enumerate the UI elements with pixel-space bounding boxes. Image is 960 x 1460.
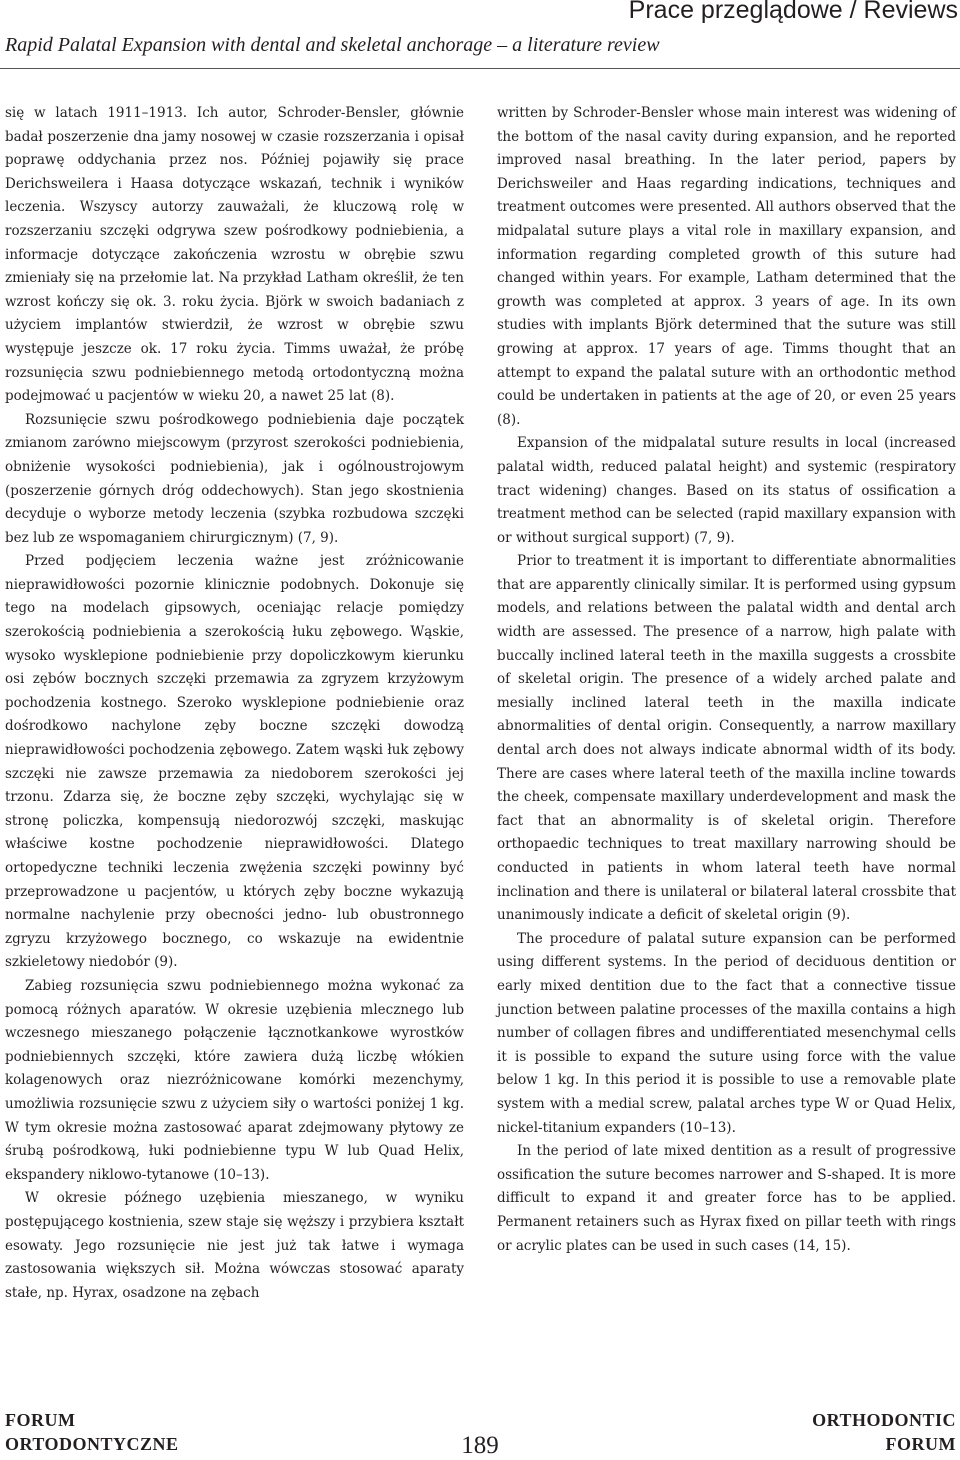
paragraph: Zabieg rozsunięcia szwu podniebiennego można wykonać za pomocą różnych aparatów. W okresie uzębienia mlecznego lub wczesnego mieszanego połączenie łącznotkankowe wyrostków podniebiennych szczęki, które zawiera dużą liczbę włókien kolagenowych oraz niezróżnicowane komórki mezenchymy, umożliwia rozsunięcie szwu z użyciem siły o wartości poniżej 1 kg. W tym okresie można zastosować aparat zdejmowany płytowy ze śrubą pośrodkową, łuki podniebienne typu W lub Quad Helix, ekspandery niklowo-tytanowe (10–13). — [5, 977, 464, 1183]
paragraph: Prior to treatment it is important to differentiate abnormalities that are apparently clinically similar. It is performed using gypsum models, and relations between the palatal width and dental arch width are assessed. The presence of a narrow, high palate with buccally inclined lateral teeth in the maxilla suggests a crossbite of skeletal origin. The presence of a widely arched palate and mesially inclined lateral teeth in the maxilla indicate abnormalities of dental origin. Consequently, a narrow maxillary dental arch does not always indicate abnormal width of its body. There are cases where lateral teeth of the maxilla incline towards the cheek, compensate maxillary underdevelopment and mask the fact that an abnormality is of skeletal origin. Therefore orthopaedic techniques to treat maxillary narrowing should be conducted in patients in whom lateral teeth have normal inclination and there is unilateral or bilateral lateral crossbite that unanimously indicate a deficit of skeletal origin (9). — [497, 553, 956, 924]
paragraph: In the period of late mixed dentition as a result of progressive ossification the suture becomes narrower and S-shaped. It is more difficult to expand it and greater force has to be applied. Permanent retainers such as Hyrax fixed on pillar teeth with rings or acrylic plates can be used in such cases (14, 15). — [497, 1143, 956, 1254]
paragraph: W okresie późnego uzębienia mieszanego, w wyniku postępującego kostnienia, szew staje się węższy i przybiera kształt esowaty. Jego rozsunięcie nie jest już tak łatwe i wymaga zastosowania większych sił. Można wówczas stosować aparaty stałe, np. Hyrax, osadzone na zębach — [5, 1190, 464, 1301]
paragraph: Rozsunięcie szwu pośrodkowego podniebienia daje początek zmianom zarówno miejscowym (przyrost szerokości podniebienia, obniżenie wysokości podniebienia), jak i ogólnoustrojowym (poszerzenie górnych dróg oddechowych). Stan jego skostnienia decyduje o wyborze metody leczenia (szybka rozbudowa szczęki bez lub ze wspomaganiem chirurgicznym) (7, 9). — [5, 411, 464, 546]
journal-name-english — [812, 1408, 956, 1456]
paragraph: written by Schroder-Bensler whose main interest was widening of the bottom of the nasal cavity during expansion, and he reported improved nasal breathing. In the later period, papers by Derichsweiler and Haas regarding indications, techniques and treatment outcomes were presented. All authors observed that the midpalatal suture plays a vital role in maxillary expansion, and information regarding completed growth of this suture had changed within years. For example, Latham determined that the growth was completed at approx. 3 years of age. In its own studies with implants Björk determined that the suture was still growing at approx. 17 years of age. Timms thought that an attempt to expand the palatal suture with an orthodontic method could be undertaken in patients at the age of 20, or even 25 years (8). — [497, 105, 956, 428]
english-text-column — [497, 102, 956, 1258]
header-divider — [0, 68, 960, 69]
section-label: Prace przeglądowe / Reviews — [628, 0, 958, 24]
page-number: 189 — [461, 1432, 499, 1459]
paragraph: Expansion of the midpalatal suture results in local (increased palatal width, reduced palatal height) and systemic (respiratory tract widening) changes. Based on its status of ossification a treatment method can be selected (rapid maxillary expansion with or without surgical support) (7, 9). — [497, 435, 956, 546]
footer-line: ORTHODONTIC — [812, 1410, 956, 1430]
polish-text-column — [5, 102, 464, 1305]
running-title: Rapid Palatal Expansion with dental and skeletal anchorage – a literature review — [5, 34, 660, 56]
paragraph: The procedure of palatal suture expansion can be performed using different systems. In the period of deciduous dentition or early mixed dentition due to the fact that a connective tissue junction between palatine processes of the maxilla contains a high number of collagen fibres and undifferentiated mesenchymal cells it is possible to expand the suture using force with the value below 1 kg. In this period it is possible to use a removable plate system with a medial screw, palatal arches type W or Quad Helix, nickel-titanium expanders (10–13). — [497, 930, 956, 1136]
paragraph: Przed podjęciem leczenia ważne jest zróżnicowanie nieprawidłowości pozornie klinicznie podobnych. Dokonuje się tego na modelach gipsowych, oceniając relacje pomiędzy szerokością podniebienia a szerokością łuku zębowego. Wąskie, wysoko wysklepione podniebienie przy dopoliczkowym kierunku osi zębów bocznych szczęki przemawia za zgryzem krzyżowym pochodzenia kostnego. Szeroko wysklepione podniebienie oraz dośrodkowo nachylone zęby boczne szczęki dowodzą nieprawidłowości pochodzenia zębowego. Zatem wąski łuk zębowy szczęki nie zawsze przemawia za niedoborem szerokości jej trzonu. Zdarza się, że boczne zęby szczęki, wychylając się w stronę policzka, kompensują niedorozwój szczęki, maskując właściwe kostne pochodzenie nieprawidłowości. Dlatego ortopedyczne techniki leczenia zwężenia szczęki powinny być przeprowadzone u pacjentów, u których zęby boczne wykazują normalne nachylenie przy obecności jedno- lub obustronnego zgryzu krzyżowego bocznego, co wskazuje na ewidentnie szkieletowy niedobór (9). — [5, 553, 464, 971]
footer-line: FORUM — [5, 1410, 76, 1430]
footer-line: FORUM — [885, 1434, 956, 1454]
paragraph: się w latach 1911–1913. Ich autor, Schroder-Bensler, głównie badał poszerzenie dna jamy nosowej w czasie rozszerzania i opisał poprawę oddychania przez nos. Później pojawiły się prace Derichsweilera i Haasa dotyczące wskazań, technik i wyników leczenia. Wszyscy autorzy zauważali, że kluczową rolę w rozszerzaniu szczęki odgrywa szew pośrodkowy podniebienia, a informacje dotyczące zakończenia wzrostu w obrębie szwu zmieniały się na przełomie lat. Na przykład Latham określił, że ten wzrost kończy się ok. 3. roku życia. Björk w swoich badaniach z użyciem implantów stwierdził, że wzrost w obrębie szwu występuje jeszcze ok. 17 roku życia. Timms uważał, że próbę rozsunięcia szwu podniebiennego metodą ortodontyczną można podejmować u pacjentów w wieku 20, a nawet 25 lat (8). — [5, 105, 464, 405]
footer-line: ORTODONTYCZNE — [5, 1434, 179, 1454]
